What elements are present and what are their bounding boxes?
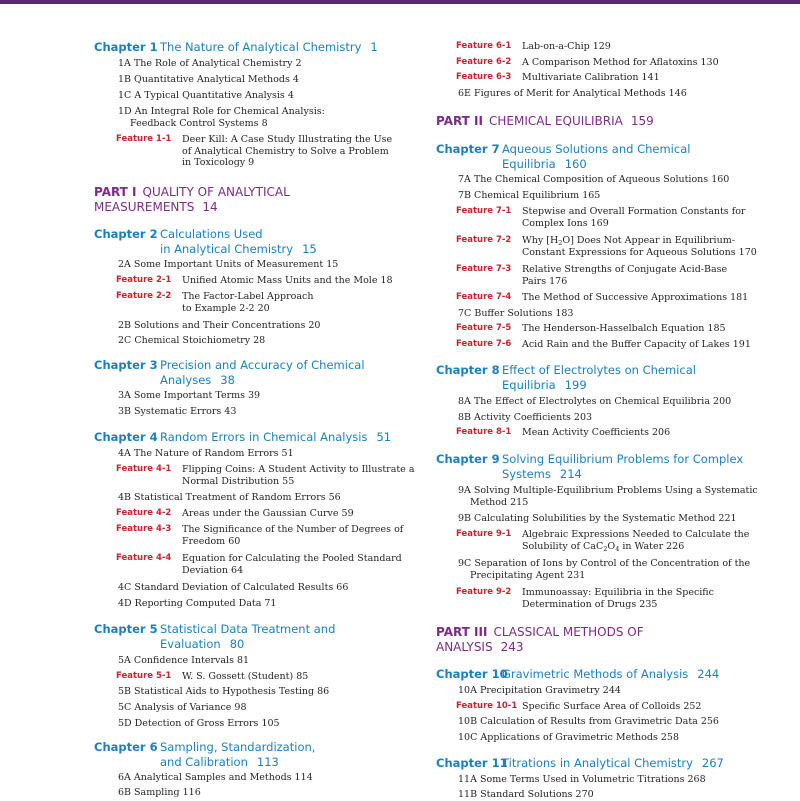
feature-label: Feature 6-3 bbox=[456, 72, 512, 82]
text-run: O] Does Not Appear in Equilibrium- bbox=[562, 235, 735, 246]
part-title: CHEMICAL EQUILIBRIA bbox=[488, 114, 623, 128]
feature-7-2[interactable] bbox=[456, 235, 757, 258]
part-page: 14 bbox=[202, 199, 218, 214]
feature-line: Deer Kill: A Case Study Illustrating the Use bbox=[182, 134, 393, 145]
subscript: 2 bbox=[558, 239, 563, 247]
chapter-11-heading[interactable] bbox=[436, 756, 786, 771]
feature-6-3[interactable] bbox=[456, 72, 660, 84]
chapter-page: 51 bbox=[376, 430, 392, 444]
section-5c[interactable]: 5C Analysis of Variance 98 bbox=[118, 702, 247, 713]
chapter-title: Analyses bbox=[160, 372, 212, 387]
section-6a[interactable]: 6A Analytical Samples and Methods 114 bbox=[118, 772, 313, 783]
part-3-heading[interactable] bbox=[436, 625, 786, 654]
section-2a[interactable]: 2A Some Important Units of Measurement 15 bbox=[118, 259, 339, 270]
section-7c[interactable]: 7C Buffer Solutions 183 bbox=[458, 308, 574, 319]
section-line: Method 215 bbox=[470, 496, 529, 508]
subscript: 4 bbox=[615, 544, 620, 553]
feature-label: Feature 8-1 bbox=[456, 427, 512, 437]
part-2-heading[interactable] bbox=[436, 114, 786, 129]
feature-4-4[interactable] bbox=[116, 553, 402, 576]
chapter-page: 80 bbox=[229, 636, 245, 651]
part-title: CLASSICAL METHODS OF bbox=[493, 625, 644, 639]
chapter-title: Random Errors in Chemical Analysis bbox=[160, 430, 368, 444]
chapter-8-heading[interactable] bbox=[436, 363, 786, 392]
chapter-label: Chapter 4 bbox=[94, 430, 158, 444]
section-line: Feedback Control Systems 8 bbox=[130, 117, 268, 129]
chapter-page: 244 bbox=[697, 667, 720, 681]
feature-1-1[interactable] bbox=[116, 134, 392, 169]
chapter-page: 160 bbox=[564, 156, 587, 171]
chapter-page: 199 bbox=[564, 377, 587, 392]
text-run: Solubility of CaC bbox=[522, 540, 604, 552]
feature-4-2[interactable] bbox=[116, 508, 354, 520]
part-title: ANALYSIS bbox=[436, 639, 493, 654]
feature-line bbox=[522, 541, 749, 553]
section-9a[interactable] bbox=[458, 485, 758, 508]
chapter-label: Chapter 11 bbox=[436, 756, 508, 770]
section-7b[interactable]: 7B Chemical Equilibrium 165 bbox=[458, 190, 601, 201]
section-9c[interactable] bbox=[458, 558, 750, 581]
chapter-label: Chapter 2 bbox=[94, 227, 158, 241]
section-line: Precipitating Agent 231 bbox=[470, 569, 586, 581]
feature-line bbox=[522, 235, 757, 247]
text-run: in Water 226 bbox=[619, 540, 685, 552]
text-run: O bbox=[607, 540, 616, 552]
section-1d[interactable] bbox=[118, 106, 325, 129]
chapter-label: Chapter 9 bbox=[436, 452, 500, 466]
chapter-page: 214 bbox=[559, 466, 582, 481]
feature-label: Feature 4-4 bbox=[116, 553, 172, 563]
chapter-4-heading[interactable] bbox=[94, 430, 414, 445]
chapter-page: 1 bbox=[370, 40, 378, 54]
feature-line: Algebraic Expressions Needed to Calculate the bbox=[522, 529, 750, 540]
section-6e[interactable]: 6E Figures of Merit for Analytical Methods 146 bbox=[458, 88, 687, 99]
feature-5-1[interactable] bbox=[116, 671, 308, 683]
chapter-title: Aqueous Solutions and Chemical bbox=[502, 142, 691, 156]
part-label: PART III bbox=[436, 625, 488, 639]
chapter-title: Sampling, Standardization, bbox=[160, 740, 316, 754]
feature-label: Feature 1-1 bbox=[116, 134, 172, 144]
section-11b[interactable]: 11B Standard Solutions 270 bbox=[458, 789, 594, 800]
feature-line: Specific Surface Area of Colloids 252 bbox=[522, 701, 702, 712]
feature-7-1[interactable] bbox=[456, 206, 745, 229]
feature-label: Feature 9-2 bbox=[456, 587, 512, 597]
chapter-label: Chapter 5 bbox=[94, 622, 158, 636]
chapter-3-heading[interactable] bbox=[94, 358, 414, 387]
feature-line: A Comparison Method for Aflatoxins 130 bbox=[522, 57, 719, 68]
section-1a[interactable]: 1A The Role of Analytical Chemistry 2 bbox=[118, 58, 302, 69]
chapter-title: Titrations in Analytical Chemistry bbox=[502, 756, 693, 770]
part-title: MEASUREMENTS bbox=[94, 199, 195, 214]
chapter-label: Chapter 1 bbox=[94, 40, 158, 54]
chapter-10-heading[interactable] bbox=[436, 667, 786, 682]
feature-10-1[interactable] bbox=[456, 701, 701, 713]
chapter-page: 38 bbox=[220, 372, 235, 387]
section-4b[interactable]: 4B Statistical Treatment of Random Errors 56 bbox=[118, 492, 341, 503]
section-3a[interactable]: 3A Some Important Terms 39 bbox=[118, 390, 261, 401]
section-4c[interactable]: 4C Standard Deviation of Calculated Results 66 bbox=[118, 582, 349, 593]
chapter-page: 15 bbox=[302, 241, 317, 256]
feature-6-1[interactable] bbox=[456, 41, 611, 53]
chapter-9-heading[interactable] bbox=[436, 452, 786, 481]
chapter-page: 267 bbox=[701, 756, 724, 770]
chapter-title: Calculations Used bbox=[160, 227, 263, 241]
section-3b[interactable]: 3B Systematic Errors 43 bbox=[118, 406, 237, 417]
feature-8-1[interactable] bbox=[456, 427, 670, 439]
feature-label: Feature 4-2 bbox=[116, 508, 172, 518]
feature-line: W. S. Gossett (Student) 85 bbox=[182, 671, 309, 682]
chapter-label: Chapter 6 bbox=[94, 740, 158, 754]
chapter-title: Precision and Accuracy of Chemical bbox=[160, 358, 365, 372]
section-8a[interactable]: 8A The Effect of Electrolytes on Chemical Equilibria 200 bbox=[458, 396, 732, 407]
feature-line: to Example 2-2 20 bbox=[182, 302, 270, 314]
feature-line: Determination of Drugs 235 bbox=[522, 598, 658, 610]
section-line: 1D An Integral Role for Chemical Analysis: bbox=[118, 106, 325, 117]
section-line: 9C Separation of Ions by Control of the Concentration of the bbox=[458, 558, 751, 569]
feature-label: Feature 6-2 bbox=[456, 57, 512, 67]
subscript: 2 bbox=[603, 544, 608, 553]
chapter-label: Chapter 3 bbox=[94, 358, 158, 372]
feature-line: Immunoassay: Equilibria in the Specific bbox=[522, 587, 714, 598]
feature-6-2[interactable] bbox=[456, 57, 719, 69]
feature-label: Feature 7-2 bbox=[456, 235, 512, 245]
section-10a[interactable]: 10A Precipitation Gravimetry 244 bbox=[458, 685, 621, 696]
feature-line: The Factor-Label Approach bbox=[182, 291, 314, 302]
feature-line: of Analytical Chemistry to Solve a Problem bbox=[182, 145, 389, 157]
feature-line: Normal Distribution 55 bbox=[182, 475, 295, 487]
section-6b[interactable]: 6B Sampling 116 bbox=[118, 787, 201, 798]
chapter-page: 113 bbox=[256, 754, 279, 769]
top-color-bar bbox=[0, 0, 800, 4]
feature-label: Feature 7-5 bbox=[456, 323, 512, 333]
chapter-title: Statistical Data Treatment and bbox=[160, 622, 336, 636]
feature-line: Stepwise and Overall Formation Constants for bbox=[522, 206, 746, 217]
chapter-title: and Calibration bbox=[160, 754, 248, 769]
part-page: 159 bbox=[630, 114, 654, 128]
feature-line: Constant Expressions for Aqueous Solutions 170 bbox=[522, 246, 757, 258]
section-1b[interactable]: 1B Quantitative Analytical Methods 4 bbox=[118, 74, 299, 85]
section-9b[interactable]: 9B Calculating Solubilities by the Systematic Method 221 bbox=[458, 513, 737, 524]
chapter-title: Gravimetric Methods of Analysis bbox=[502, 667, 689, 681]
section-7a[interactable]: 7A The Chemical Composition of Aqueous Solutions 160 bbox=[458, 174, 730, 185]
chapter-5-heading[interactable] bbox=[94, 622, 414, 651]
section-4d[interactable]: 4D Reporting Computed Data 71 bbox=[118, 598, 277, 609]
part-1-heading[interactable] bbox=[94, 185, 414, 214]
feature-line: Deviation 64 bbox=[182, 564, 244, 576]
feature-line: in Toxicology 9 bbox=[182, 157, 255, 168]
chapter-title: Effect of Electrolytes on Chemical bbox=[502, 363, 696, 377]
feature-line: Multivariate Calibration 141 bbox=[522, 72, 660, 83]
chapter-label: Chapter 10 bbox=[436, 667, 508, 681]
feature-line: Equation for Calculating the Pooled Standard bbox=[182, 553, 402, 564]
feature-line: The Method of Successive Approximations 181 bbox=[522, 292, 749, 303]
feature-line: Complex Ions 169 bbox=[522, 217, 609, 229]
feature-label: Feature 2-1 bbox=[116, 275, 172, 285]
part-page: 243 bbox=[500, 639, 524, 654]
feature-2-2[interactable] bbox=[116, 291, 313, 314]
feature-label: Feature 2-2 bbox=[116, 291, 172, 301]
feature-line: Freedom 60 bbox=[182, 535, 241, 547]
section-8b[interactable]: 8B Activity Coefficients 203 bbox=[458, 412, 593, 423]
section-line: 9A Solving Multiple-Equilibrium Problems Using a Systematic bbox=[458, 485, 758, 496]
section-2c[interactable]: 2C Chemical Stoichiometry 28 bbox=[118, 335, 266, 346]
chapter-title: Evaluation bbox=[160, 636, 221, 651]
chapter-1-heading[interactable] bbox=[94, 40, 414, 55]
chapter-7-heading[interactable] bbox=[436, 142, 786, 171]
feature-line: Pairs 176 bbox=[522, 275, 568, 287]
feature-label: Feature 6-1 bbox=[456, 41, 512, 51]
chapter-2-heading[interactable] bbox=[94, 227, 414, 256]
feature-2-1[interactable] bbox=[116, 275, 393, 287]
chapter-6-heading[interactable] bbox=[94, 740, 414, 769]
feature-7-5[interactable] bbox=[456, 323, 726, 335]
chapter-title: The Nature of Analytical Chemistry bbox=[160, 40, 362, 54]
feature-label: Feature 7-4 bbox=[456, 292, 512, 302]
feature-label: Feature 10-1 bbox=[456, 701, 518, 711]
chapter-title: Equilibria bbox=[502, 156, 556, 171]
feature-label: Feature 9-1 bbox=[456, 529, 512, 539]
feature-line: The Significance of the Number of Degrees of bbox=[182, 524, 404, 535]
section-10c[interactable]: 10C Applications of Gravimetric Methods 258 bbox=[458, 732, 679, 743]
chapter-label: Chapter 7 bbox=[436, 142, 500, 156]
feature-line: Mean Activity Coefficients 206 bbox=[522, 427, 671, 438]
feature-label: Feature 7-6 bbox=[456, 339, 512, 349]
feature-7-3[interactable] bbox=[456, 264, 727, 287]
part-label: PART II bbox=[436, 114, 483, 128]
feature-line: Unified Atomic Mass Units and the Mole 18 bbox=[182, 275, 393, 286]
section-5a[interactable]: 5A Confidence Intervals 81 bbox=[118, 655, 250, 666]
feature-7-4[interactable] bbox=[456, 292, 748, 304]
feature-9-2[interactable] bbox=[456, 587, 714, 610]
feature-label: Feature 4-1 bbox=[116, 464, 172, 474]
section-2b[interactable]: 2B Solutions and Their Concentrations 20 bbox=[118, 320, 321, 331]
feature-4-1[interactable] bbox=[116, 464, 415, 487]
feature-label: Feature 7-3 bbox=[456, 264, 512, 274]
chapter-label: Chapter 8 bbox=[436, 363, 500, 377]
part-label: PART I bbox=[94, 185, 137, 199]
feature-4-3[interactable] bbox=[116, 524, 403, 547]
chapter-title: Solving Equilibrium Problems for Complex bbox=[502, 452, 744, 466]
feature-line: Relative Strengths of Conjugate Acid-Base bbox=[522, 264, 728, 275]
feature-line: Areas under the Gaussian Curve 59 bbox=[182, 508, 354, 519]
section-5d[interactable]: 5D Detection of Gross Errors 105 bbox=[118, 718, 280, 729]
part-title: QUALITY OF ANALYTICAL bbox=[142, 185, 290, 199]
feature-label: Feature 5-1 bbox=[116, 671, 172, 681]
feature-line: Lab-on-a-Chip 129 bbox=[522, 41, 611, 52]
section-5b[interactable]: 5B Statistical Aids to Hypothesis Testing 86 bbox=[118, 686, 330, 697]
section-11a[interactable]: 11A Some Terms Used in Volumetric Titrations 268 bbox=[458, 774, 706, 785]
feature-line: The Henderson-Hasselbalch Equation 185 bbox=[522, 323, 726, 334]
feature-9-1[interactable] bbox=[456, 529, 749, 552]
section-10b[interactable]: 10B Calculation of Results from Gravimetric Data 256 bbox=[458, 716, 719, 727]
section-4a[interactable]: 4A The Nature of Random Errors 51 bbox=[118, 448, 294, 459]
feature-line: Acid Rain and the Buffer Capacity of Lakes 191 bbox=[522, 339, 751, 350]
feature-label: Feature 7-1 bbox=[456, 206, 512, 216]
chapter-title: Systems bbox=[502, 466, 551, 481]
feature-line: Flipping Coins: A Student Activity to Illustrate a bbox=[182, 464, 415, 475]
feature-7-6[interactable] bbox=[456, 339, 751, 351]
section-1c[interactable]: 1C A Typical Quantitative Analysis 4 bbox=[118, 90, 294, 101]
text-run: Why [H bbox=[522, 235, 559, 246]
chapter-title: in Analytical Chemistry bbox=[160, 241, 294, 256]
feature-label: Feature 4-3 bbox=[116, 524, 172, 534]
chapter-title: Equilibria bbox=[502, 377, 556, 392]
